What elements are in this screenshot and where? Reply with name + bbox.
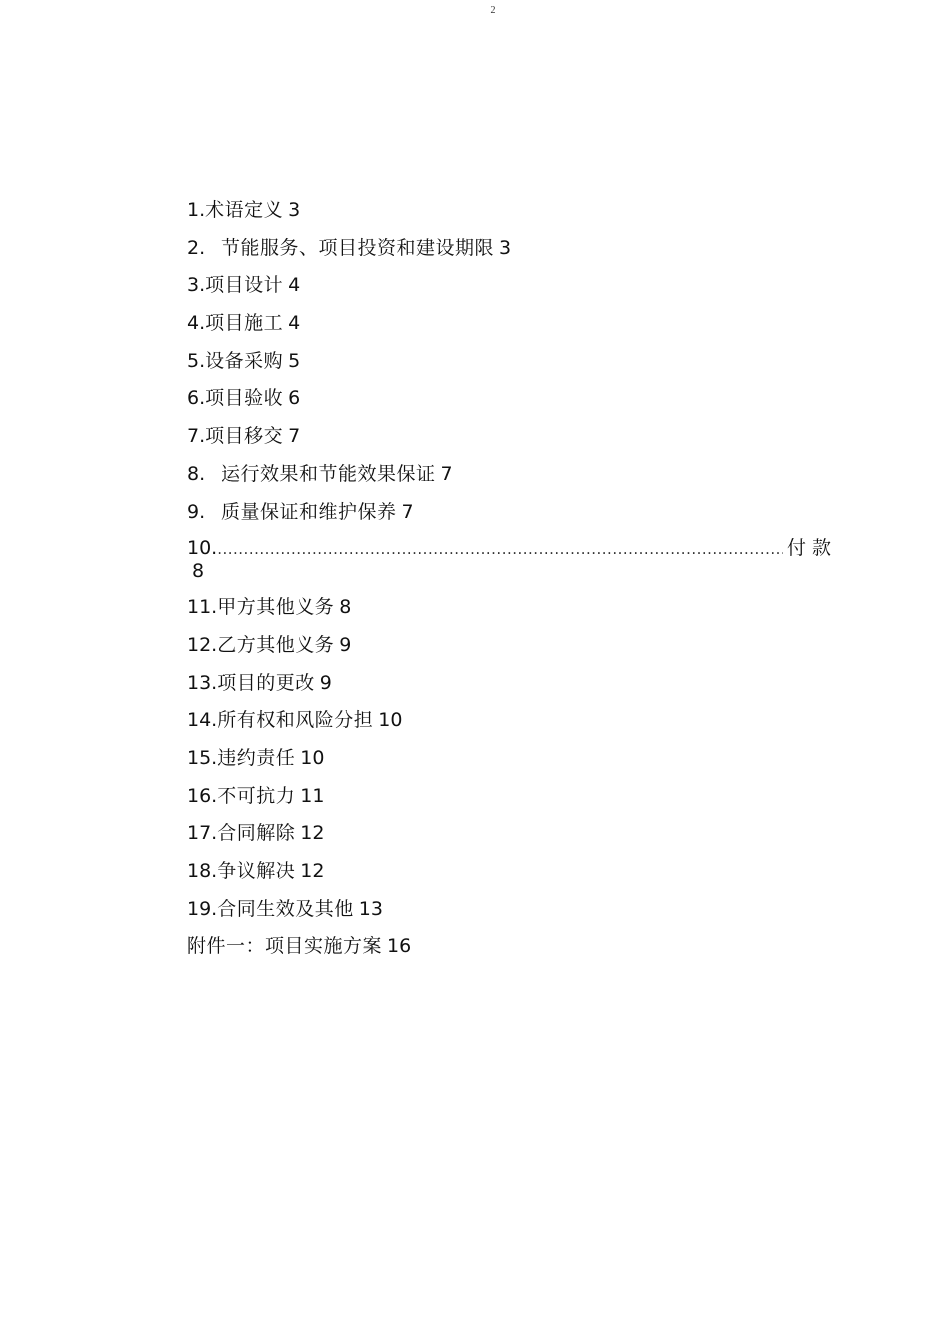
toc-entry-page: 8 — [192, 560, 205, 583]
table-of-contents — [187, 197, 837, 971]
toc-entry-title: 项目的更改 — [217, 671, 315, 694]
toc-entry-page: 7 — [288, 425, 301, 448]
toc-entry-title: 项目移交 — [205, 425, 284, 448]
toc-entry-15[interactable] — [187, 745, 837, 771]
dot-leader — [217, 537, 783, 561]
toc-entry-2[interactable] — [187, 235, 837, 261]
toc-entry-title: 项目设计 — [205, 274, 284, 297]
toc-entry-number: 18. — [187, 860, 218, 882]
toc-entry-10[interactable] — [187, 536, 837, 582]
toc-entry-1[interactable] — [187, 197, 837, 223]
toc-entry-9[interactable] — [187, 499, 837, 525]
toc-entry-page: 9 — [319, 671, 332, 694]
toc-entry-number: 7. — [187, 425, 206, 448]
toc-entry-first-line — [187, 536, 837, 560]
toc-entry-title: 质量保证和维护保养 — [221, 500, 397, 523]
page-number: 2 — [490, 5, 496, 16]
toc-entry-appendix-1[interactable] — [187, 933, 837, 959]
toc-entry-number: 2. — [187, 236, 206, 259]
toc-entry-page: 7 — [401, 500, 414, 523]
toc-entry-13[interactable] — [187, 670, 837, 696]
toc-entry-title: 乙方其他义务 — [217, 633, 335, 656]
toc-entry-number: 17. — [187, 822, 218, 845]
toc-entry-page: 12 — [300, 822, 325, 845]
toc-entry-page: 13 — [358, 897, 383, 920]
toc-entry-page: 5 — [288, 349, 301, 372]
toc-entry-19[interactable] — [187, 896, 837, 922]
toc-entry-page: 11 — [300, 784, 325, 807]
toc-entry-page: 3 — [288, 199, 301, 221]
toc-entry-title: 违约责任 — [217, 746, 296, 769]
toc-entry-number: 6. — [187, 387, 206, 410]
toc-entry-page: 4 — [288, 312, 301, 335]
toc-entry-title: 节能服务、项目投资和建设期限 — [221, 236, 495, 259]
toc-entry-18[interactable] — [187, 858, 837, 884]
toc-entry-page: 7 — [440, 462, 453, 485]
toc-entry-page: 9 — [339, 633, 352, 656]
toc-entry-page: 10 — [300, 746, 325, 769]
toc-entry-title: 付款 — [786, 537, 837, 560]
toc-entry-title: 附件一：项目实施方案 — [187, 935, 383, 958]
toc-entry-7[interactable] — [187, 423, 837, 449]
toc-entry-page: 16 — [387, 935, 412, 958]
toc-entry-title: 术语定义 — [205, 199, 284, 221]
toc-entry-number: 4. — [187, 312, 206, 335]
toc-entry-number: 19. — [187, 897, 218, 920]
toc-entry-title: 项目验收 — [205, 387, 284, 410]
toc-entry-title: 甲方其他义务 — [217, 596, 335, 619]
toc-entry-title: 争议解决 — [217, 860, 296, 882]
toc-entry-title: 运行效果和节能效果保证 — [221, 462, 436, 485]
toc-entry-page: 6 — [288, 387, 301, 410]
toc-entry-number: 3. — [187, 274, 206, 297]
toc-entry-number: 10. — [187, 537, 218, 560]
toc-entry-page: 10 — [378, 709, 403, 732]
toc-entry-6[interactable] — [187, 385, 837, 411]
toc-entry-5[interactable] — [187, 348, 837, 374]
toc-entry-number: 13. — [187, 671, 218, 694]
toc-entry-number: 8. — [187, 462, 206, 485]
toc-entry-12[interactable] — [187, 632, 837, 658]
toc-entry-number: 15. — [187, 746, 218, 769]
toc-entry-number: 5. — [187, 349, 206, 372]
toc-entry-page: 8 — [339, 596, 352, 619]
toc-entry-number: 16. — [187, 784, 218, 807]
toc-entry-number: 9. — [187, 500, 206, 523]
toc-entry-16[interactable] — [187, 783, 837, 809]
toc-entry-title: 合同生效及其他 — [217, 897, 354, 920]
toc-entry-title: 项目施工 — [205, 312, 284, 335]
toc-entry-number: 14. — [187, 709, 218, 732]
toc-entry-14[interactable] — [187, 707, 837, 733]
toc-entry-title: 设备采购 — [205, 349, 284, 372]
toc-entry-title: 不可抗力 — [217, 784, 296, 807]
toc-entry-17[interactable] — [187, 820, 837, 846]
toc-entry-number: 11. — [187, 596, 218, 619]
toc-entry-title: 所有权和风险分担 — [217, 709, 374, 732]
toc-entry-number: 1. — [187, 199, 206, 221]
toc-entry-number: 12. — [187, 633, 218, 656]
toc-entry-11[interactable] — [187, 594, 837, 620]
toc-entry-page: 4 — [288, 274, 301, 297]
toc-entry-title: 合同解除 — [217, 822, 296, 845]
toc-entry-8[interactable] — [187, 461, 837, 487]
toc-entry-4[interactable] — [187, 310, 837, 336]
toc-entry-page: 12 — [300, 860, 325, 882]
toc-entry-page: 3 — [499, 236, 512, 259]
toc-entry-3[interactable] — [187, 272, 837, 298]
